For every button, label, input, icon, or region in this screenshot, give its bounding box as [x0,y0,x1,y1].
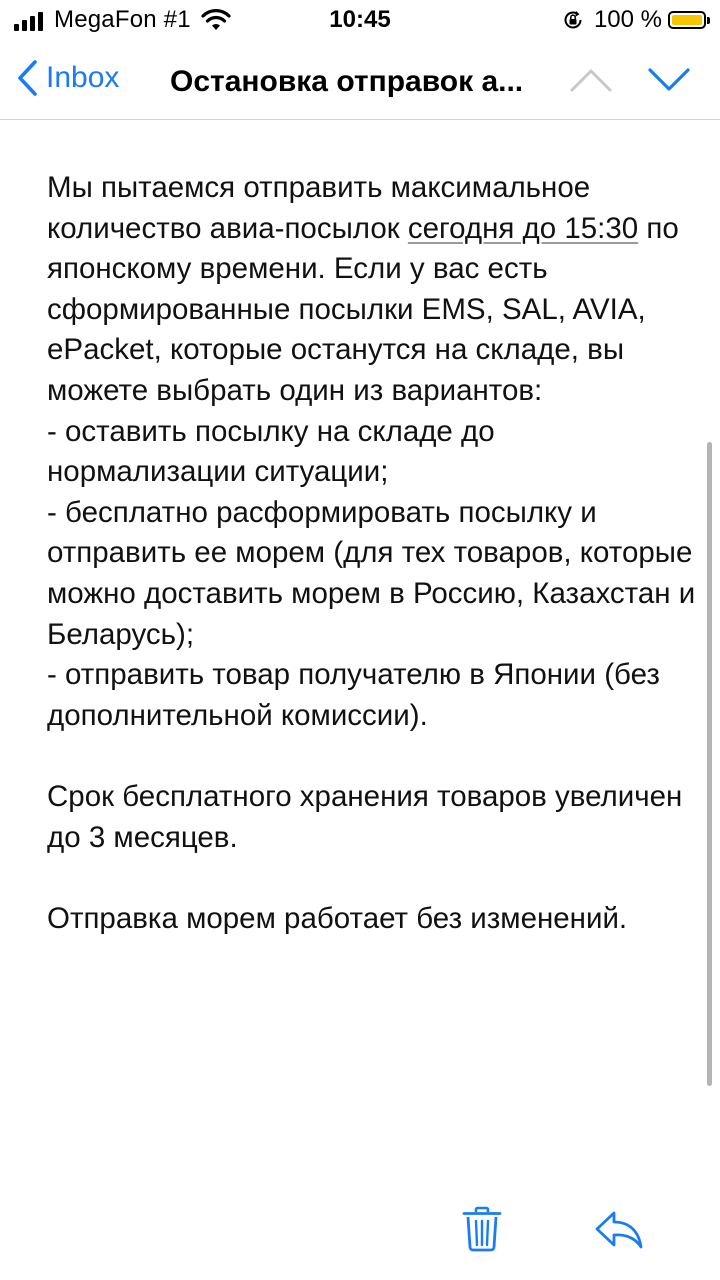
list-item: - бесплатно расформировать посылку и отправить ее морем (для тех товаров, которые можно доставить морем в Россию, Казахстан и Беларусь); [47,495,696,651]
list-item: - оставить посылку на складе до нормализации ситуации; [47,414,495,489]
battery-fill [672,15,702,25]
back-button-label: Inbox [46,61,120,94]
chevron-up-icon [568,66,614,94]
chevron-left-icon [16,59,38,97]
status-right [562,6,706,34]
chevron-down-icon[interactable] [646,66,692,94]
reply-icon[interactable] [594,1210,644,1250]
rotation-lock-icon [562,9,584,31]
email-subject-title: Остановка отправок а... [170,65,524,98]
bottom-toolbar [0,1192,720,1280]
back-button[interactable] [16,58,119,98]
list-item: - отправить товар получателю в Японии (без дополнительной комиссии). [47,658,660,732]
status-bar [0,0,720,40]
navigation-bar [0,44,720,120]
email-body [47,168,697,939]
trash-icon[interactable] [462,1206,502,1252]
battery-percent: 100 % [593,6,662,33]
date-link[interactable]: сегодня до 15:30 [407,211,639,245]
paragraph-storage: Срок бесплатного хранения товаров увеличен до 3 месяцев. [47,779,683,854]
scroll-indicator[interactable] [707,442,712,1086]
paragraph-sea-shipping: Отправка морем работает без изменений. [47,901,628,935]
battery-icon [668,11,706,29]
paragraph-intro: Мы пытаемся отправить максимальное количество авиа-посылок сегодня до 15:30 по японскому времени. Если у вас есть сформированные посылки EMS, SAL, AVIA, ePacket, которые останутся на складе, вы можете выбрать один из вариантов: [47,171,679,407]
carrier-name: MegaFon #1 [54,6,191,33]
status-time: 10:45 [329,6,391,33]
